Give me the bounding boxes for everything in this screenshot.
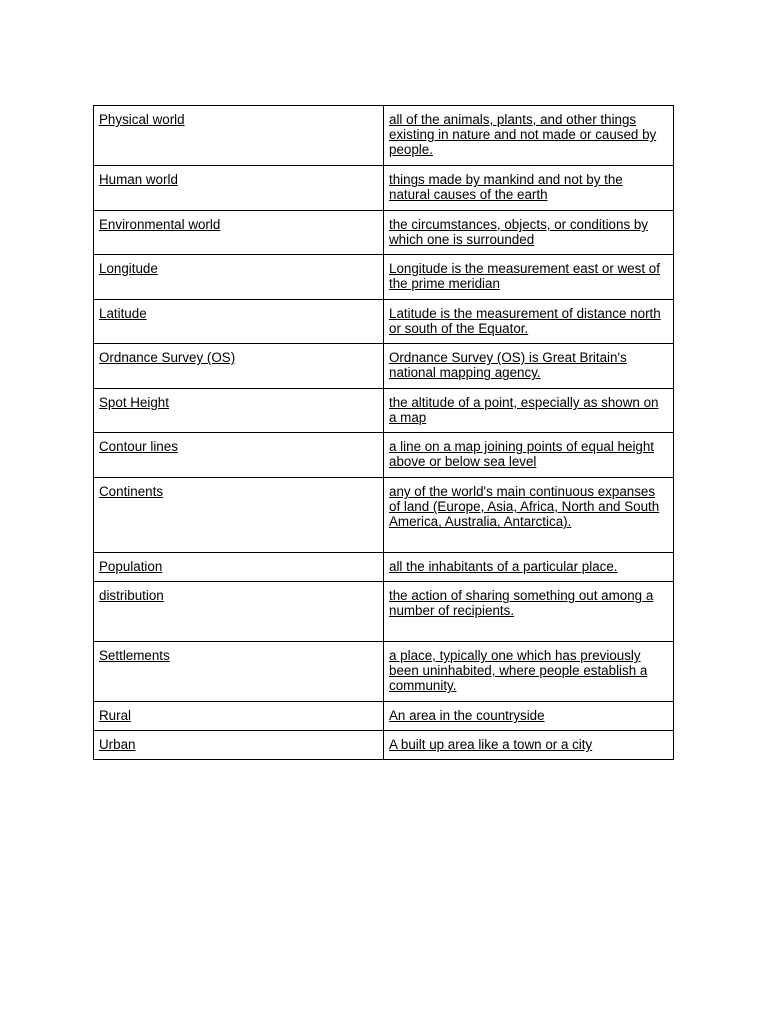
term-text: Environmental world — [99, 217, 221, 232]
table-row — [94, 300, 674, 344]
definition-text: things made by mankind and not by the natural causes of the earth — [389, 172, 623, 203]
definition-text: Longitude is the measurement east or west of the prime meridian — [389, 261, 660, 292]
table-row — [94, 553, 674, 582]
term-cell — [94, 582, 384, 642]
term-cell — [94, 344, 384, 389]
definition-cell — [384, 344, 674, 389]
term-cell — [94, 433, 384, 478]
term-cell — [94, 478, 384, 553]
term-cell — [94, 553, 384, 582]
definition-cell — [384, 166, 674, 211]
table-row — [94, 255, 674, 300]
term-cell — [94, 731, 384, 760]
table-row — [94, 478, 674, 553]
glossary-table — [93, 105, 674, 760]
term-text: Ordnance Survey (OS) — [99, 350, 236, 365]
table-row — [94, 106, 674, 166]
definition-text: An area in the countryside — [389, 708, 545, 723]
definition-text: a line on a map joining points of equal height above or below sea level — [389, 439, 655, 470]
table-row — [94, 582, 674, 642]
definition-text: Ordnance Survey (OS) is Great Britain's national mapping agency. — [389, 350, 627, 381]
term-cell — [94, 211, 384, 255]
term-text: Contour lines — [99, 439, 178, 454]
table-row — [94, 166, 674, 211]
table-row — [94, 211, 674, 255]
definition-cell — [384, 106, 674, 166]
definition-text: the circumstances, objects, or conditions by which one is surrounded — [389, 217, 649, 248]
table-row — [94, 702, 674, 731]
definition-cell — [384, 702, 674, 731]
term-cell — [94, 166, 384, 211]
table-row — [94, 731, 674, 760]
term-cell — [94, 106, 384, 166]
term-text: Latitude — [99, 306, 147, 321]
definition-text: all the inhabitants of a particular place. — [389, 559, 618, 574]
term-text: Human world — [99, 172, 178, 187]
definition-text: the action of sharing something out among a number of recipients. — [389, 588, 654, 619]
table-row — [94, 642, 674, 702]
definition-text: Latitude is the measurement of distance north or south of the Equator. — [389, 306, 661, 337]
definition-cell — [384, 255, 674, 300]
definition-cell — [384, 731, 674, 760]
term-text: distribution — [99, 588, 164, 603]
definition-text: a place, typically one which has previously been uninhabited, where people establish a community. — [389, 648, 648, 694]
term-text: Continents — [99, 484, 164, 499]
table-row — [94, 389, 674, 433]
term-text: Settlements — [99, 648, 170, 663]
term-cell — [94, 255, 384, 300]
table-row — [94, 433, 674, 478]
term-cell — [94, 389, 384, 433]
definition-cell — [384, 582, 674, 642]
table-row — [94, 344, 674, 389]
term-text: Longitude — [99, 261, 158, 276]
term-text: Population — [99, 559, 163, 574]
definition-text: the altitude of a point, especially as shown on a map — [389, 395, 659, 426]
term-text: Urban — [99, 737, 136, 752]
term-cell — [94, 702, 384, 731]
definition-cell — [384, 642, 674, 702]
term-cell — [94, 642, 384, 702]
term-cell — [94, 300, 384, 344]
term-text: Spot Height — [99, 395, 169, 410]
definition-text: any of the world's main continuous expanses of land (Europe, Asia, Africa, North and South America, Australia, Antarctica). — [389, 484, 660, 530]
definition-cell — [384, 389, 674, 433]
definition-cell — [384, 433, 674, 478]
term-text: Physical world — [99, 112, 185, 127]
term-text: Rural — [99, 708, 131, 723]
definition-cell — [384, 553, 674, 582]
definition-cell — [384, 211, 674, 255]
definition-cell — [384, 478, 674, 553]
definition-cell — [384, 300, 674, 344]
definition-text: A built up area like a town or a city — [389, 737, 593, 752]
definition-text: all of the animals, plants, and other things existing in nature and not made or caused by people. — [389, 112, 657, 158]
